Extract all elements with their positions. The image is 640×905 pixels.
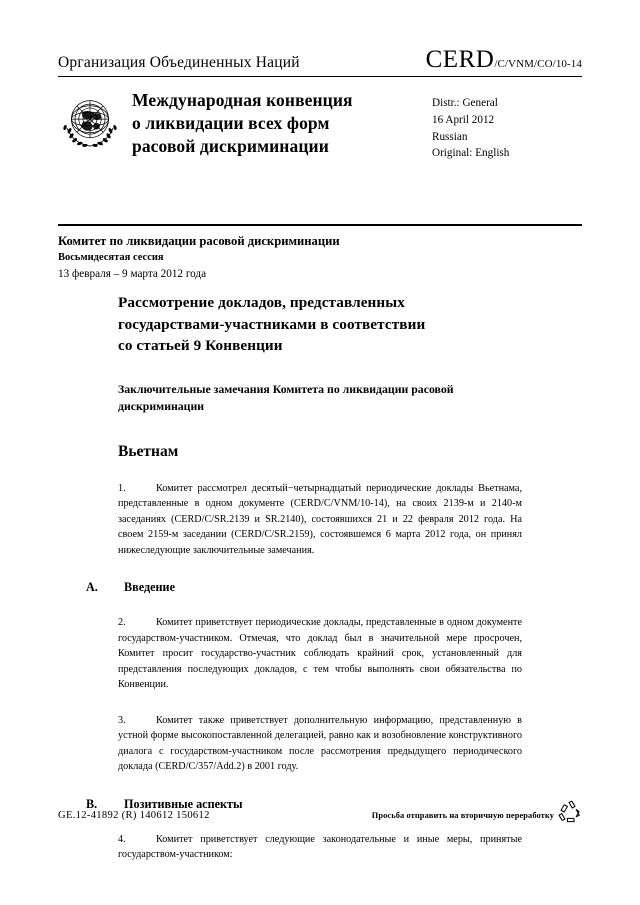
- convention-title-line-2: о ликвидации всех форм: [132, 113, 330, 134]
- session-dates: 13 февраля – 9 марта 2012 года: [58, 268, 207, 280]
- paragraph-3-text: Комитет также приветствует дополнительную информацию, представленную в устной форме высокопоставленной делегацией, равно как и возобновление конструктивного диалога с государством-участником после рассмотрения предыдущего периодического доклада (CERD/C/357/Add.2) в 2001 году.: [118, 714, 522, 773]
- document-symbol: [426, 46, 582, 74]
- section-b-title: Позитивные аспекты: [124, 796, 243, 811]
- session-block: [58, 232, 582, 283]
- document-title-line-2: государствами-участниками в соответствии: [118, 315, 426, 333]
- paragraph-2-number: 2.: [118, 617, 126, 629]
- organization-name: Организация Объединенных Наций: [58, 54, 300, 71]
- section-heading-a: [86, 580, 522, 595]
- recycle-text: Просьба отправить на вторичную переработку: [371, 810, 554, 820]
- distribution-language: Russian: [432, 130, 468, 143]
- document-title-line-3: со статьей 9 Конвенции: [118, 337, 283, 355]
- recycle-notice: [372, 800, 582, 830]
- paragraph-3-number: 3.: [118, 714, 126, 726]
- job-number: GE.12-41892 (R) 140612 150612: [58, 809, 210, 821]
- session-number: Восьмидесятая сессия: [58, 252, 164, 264]
- distribution-block: [432, 89, 582, 162]
- paragraph-1-text: Комитет рассмотрел десятый−четырнадцатый периодические доклады Вьетнама, представленные в одном документе (CERD/C/VNM/10-14), на своих 2139-м и 2140-м заседаниях (CERD/C/SR.2139 и SR.2140), состоявшихся 21 и 22 февраля 2012 года. На своем 2159-м заседании (CERD/C/SR.2159), состоявшемся 6 марта 2012 года, он принял нижеследующие заключительные замечания.: [118, 482, 522, 556]
- un-emblem-icon: [58, 91, 122, 155]
- document-subtitle-line-1: Заключительные замечания Комитета по ликвидации расовой: [118, 381, 454, 396]
- masthead-divider: [58, 76, 582, 77]
- section-a-letter: A.: [86, 580, 98, 595]
- paragraph-1: [118, 481, 522, 559]
- document-title: [118, 292, 522, 357]
- document-symbol-suffix: /C/VNM/CO/10-14: [494, 58, 582, 70]
- recycle-icon: [556, 800, 582, 824]
- convention-title: [132, 89, 426, 158]
- document-body: [86, 292, 522, 863]
- document-subtitle: [118, 381, 522, 415]
- session-divider: [58, 224, 582, 226]
- document-title-line-1: Рассмотрение докладов, представленных: [118, 294, 405, 311]
- paragraph-2-text: Комитет приветствует периодические доклады, представленные в одном документе государством-участником. Отмечая, что доклад был в значительной мере просрочен, Комитет просит государство-участник соблюдать крайний срок, установленный для представления последующих докладов, с тем чтобы выполнять свои обязательства по Конвенции.: [118, 617, 522, 691]
- committee-name: Комитет по ликвидации расовой дискриминации: [58, 234, 340, 248]
- organization-line: [58, 46, 582, 76]
- section-b-letter: B.: [86, 796, 98, 811]
- paragraph-4: [118, 832, 522, 863]
- paragraph-4-text: Комитет приветствует следующие законодательные и иные меры, принятые государством-участником:: [118, 833, 522, 861]
- distribution-original: Original: English: [432, 147, 510, 160]
- paragraph-4-number: 4.: [118, 833, 126, 845]
- section-a-title: Введение: [124, 580, 175, 595]
- country-heading: Вьетнам: [118, 442, 179, 460]
- distribution-date: 16 April 2012: [432, 113, 495, 126]
- masthead-title-row: [58, 89, 582, 162]
- paragraph-1-number: 1.: [118, 482, 126, 494]
- document-subtitle-line-2: дискриминации: [118, 398, 205, 413]
- paragraph-3: [118, 713, 522, 775]
- masthead: [58, 46, 582, 162]
- paragraph-2: [118, 615, 522, 693]
- convention-title-line-3: расовой дискриминации: [132, 136, 329, 157]
- convention-title-line-1: Международная конвенция: [132, 90, 353, 110]
- distribution-type: Distr.: General: [432, 97, 498, 109]
- page-footer: [58, 800, 582, 830]
- document-symbol-main: CERD: [425, 46, 495, 73]
